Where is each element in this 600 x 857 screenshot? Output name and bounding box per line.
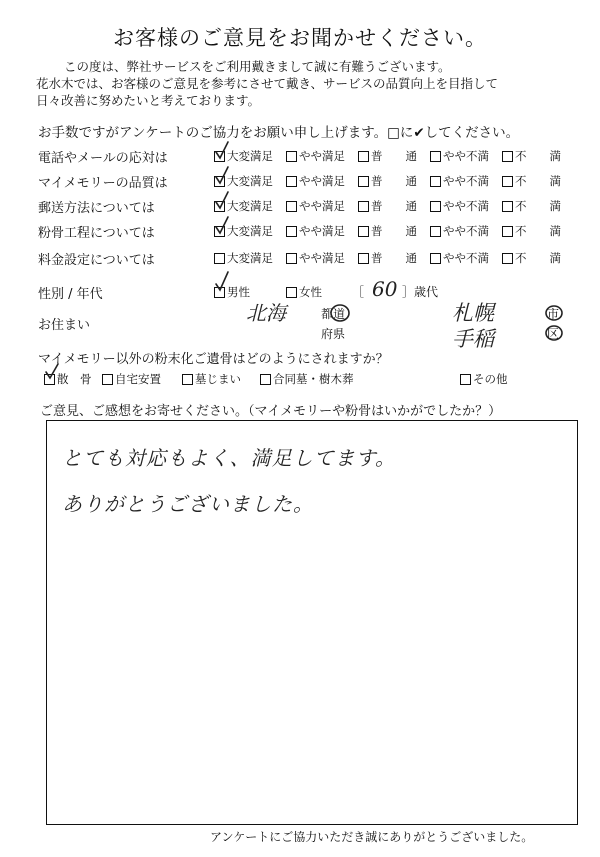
- rating-option-label: 普 通: [371, 224, 417, 238]
- prefecture-suffix-fu-ken: 府県: [321, 327, 346, 341]
- rating-checkbox[interactable]: [214, 151, 225, 162]
- rating-option[interactable]: [430, 198, 489, 214]
- male-label: 男性: [227, 285, 250, 299]
- survey-request: お手数ですがアンケートのご協力をお願い申し上げます。□に✔してください。: [38, 125, 520, 141]
- rating-row-label: 粉骨工程については: [38, 226, 155, 241]
- rating-checkbox[interactable]: [358, 253, 369, 264]
- female-label: 女性: [299, 285, 322, 299]
- rating-option-label: 大変満足: [227, 251, 273, 265]
- disposal-option-other[interactable]: [460, 371, 508, 387]
- rating-checkbox[interactable]: [358, 176, 369, 187]
- form-title: お客様のご意見をお聞かせください。: [113, 26, 487, 50]
- rating-option[interactable]: [214, 223, 273, 239]
- rating-option[interactable]: [286, 223, 345, 239]
- rating-option-label: 大変満足: [227, 224, 273, 238]
- rating-checkbox[interactable]: [430, 253, 441, 264]
- joint-grave-label: 合同墓・樹木葬: [273, 372, 354, 386]
- rating-option-label: 不 満: [515, 174, 561, 188]
- disposal-option-scatter[interactable]: [44, 371, 92, 387]
- other-checkbox[interactable]: [460, 374, 471, 385]
- rating-option-label: 不 満: [515, 251, 561, 265]
- rating-checkbox[interactable]: [286, 176, 297, 187]
- rating-row-label: 料金設定については: [38, 253, 155, 268]
- rating-option[interactable]: [502, 173, 561, 189]
- scatter-label: 散 骨: [57, 372, 92, 386]
- intro-line-3: 日々改善に努めたいと考えております。: [36, 93, 261, 108]
- comment-prompt: ご意見、ご感想をお寄せください。（マイメモリーや粉骨はいかがでしたか？）: [40, 404, 502, 419]
- rating-option[interactable]: [430, 173, 489, 189]
- city-suffix: 市: [547, 307, 560, 321]
- other-label: その他: [473, 372, 508, 386]
- rating-row-label: マイメモリーの品質は: [38, 176, 168, 191]
- rating-option[interactable]: [286, 173, 345, 189]
- age-suffix: ］歳代: [402, 285, 439, 299]
- rating-option[interactable]: [502, 198, 561, 214]
- rating-option-label: 普 通: [371, 149, 417, 163]
- rating-option[interactable]: [358, 173, 417, 189]
- rating-option-label: 大変満足: [227, 149, 273, 163]
- rating-option[interactable]: [358, 198, 417, 214]
- rating-checkbox[interactable]: [430, 226, 441, 237]
- rating-option[interactable]: [286, 148, 345, 164]
- rating-option[interactable]: [214, 148, 273, 164]
- rating-option[interactable]: [358, 148, 417, 164]
- gender-female-option[interactable]: [286, 284, 322, 300]
- disposal-option-joint-grave[interactable]: [260, 371, 354, 387]
- rating-option-label: 普 通: [371, 174, 417, 188]
- male-checkbox[interactable]: [214, 287, 225, 298]
- disposal-option-grave-closure[interactable]: [182, 371, 241, 387]
- gender-male-option[interactable]: [214, 284, 250, 300]
- rating-checkbox[interactable]: [214, 201, 225, 212]
- home-label: 自宅安置: [115, 372, 161, 386]
- rating-option-label: やや不満: [443, 224, 489, 238]
- ward-handwritten[interactable]: 手稲: [452, 327, 494, 351]
- intro-line-2: 花水木では、お客様のご意見を参考にさせて戴き、サービスの品質向上を目指して: [36, 76, 499, 91]
- rating-checkbox[interactable]: [502, 226, 513, 237]
- rating-option[interactable]: [214, 250, 273, 266]
- rating-option[interactable]: [214, 198, 273, 214]
- rating-checkbox[interactable]: [358, 151, 369, 162]
- rating-option-label: やや満足: [299, 199, 345, 213]
- rating-option-label: やや満足: [299, 251, 345, 265]
- rating-row-label: 電話やメールの応対は: [38, 151, 168, 166]
- rating-option[interactable]: [502, 250, 561, 266]
- disposal-option-home[interactable]: [102, 371, 161, 387]
- intro-line-1: この度は、弊社サービスをご利用戴きまして誠に有難うございます。: [64, 59, 451, 74]
- rating-option[interactable]: [430, 250, 489, 266]
- rating-checkbox[interactable]: [358, 226, 369, 237]
- city-handwritten[interactable]: 札幌: [452, 301, 494, 325]
- rating-option-label: 不 満: [515, 224, 561, 238]
- rating-option-label: やや不満: [443, 199, 489, 213]
- age-open-bracket: ［: [352, 285, 365, 299]
- rating-option-label: 不 満: [515, 199, 561, 213]
- comment-line-1: とても対応もよく、満足してます。: [62, 446, 396, 470]
- rating-option-label: やや満足: [299, 149, 345, 163]
- grave-closure-label: 墓じまい: [195, 372, 241, 386]
- rating-option-label: 不 満: [515, 149, 561, 163]
- comment-line-2: ありがとうございました。: [62, 492, 314, 516]
- prefecture-suffix-to-do: 都道: [321, 307, 346, 321]
- grave-closure-checkbox[interactable]: [182, 374, 193, 385]
- rating-option-label: やや不満: [443, 149, 489, 163]
- rating-option[interactable]: [358, 223, 417, 239]
- rating-option-label: 大変満足: [227, 199, 273, 213]
- rating-checkbox[interactable]: [358, 201, 369, 212]
- rating-option-label: 大変満足: [227, 174, 273, 188]
- rating-checkbox[interactable]: [430, 201, 441, 212]
- rating-option[interactable]: [214, 173, 273, 189]
- rating-checkbox[interactable]: [286, 151, 297, 162]
- address-label: お住まい: [38, 318, 91, 333]
- rating-checkbox[interactable]: [502, 201, 513, 212]
- rating-checkbox[interactable]: [430, 151, 441, 162]
- scatter-checkbox[interactable]: [44, 374, 55, 385]
- rating-option[interactable]: [358, 250, 417, 266]
- footer-thanks: アンケートにご協力いただき誠にありがとうございました。: [210, 830, 534, 844]
- rating-checkbox[interactable]: [286, 226, 297, 237]
- rating-checkbox[interactable]: [502, 176, 513, 187]
- rating-row-label: 郵送方法については: [38, 201, 155, 216]
- rating-checkbox[interactable]: [214, 226, 225, 237]
- rating-option-label: やや不満: [443, 174, 489, 188]
- rating-option[interactable]: [502, 148, 561, 164]
- rating-option[interactable]: [502, 223, 561, 239]
- ward-suffix: 区: [547, 327, 560, 341]
- female-checkbox[interactable]: [286, 287, 297, 298]
- disposal-question: マイメモリー以外の粉末化ご遺骨はどのようにされますか？: [38, 352, 389, 367]
- rating-option-label: やや満足: [299, 174, 345, 188]
- rating-option[interactable]: [286, 198, 345, 214]
- rating-checkbox[interactable]: [502, 253, 513, 264]
- rating-checkbox[interactable]: [286, 253, 297, 264]
- rating-checkbox[interactable]: [286, 201, 297, 212]
- gender-age-label: 性別 / 年代: [38, 287, 103, 302]
- joint-grave-checkbox[interactable]: [260, 374, 271, 385]
- rating-option-label: 普 通: [371, 199, 417, 213]
- rating-checkbox[interactable]: [502, 151, 513, 162]
- rating-option-label: 普 通: [371, 251, 417, 265]
- rating-option-label: やや満足: [299, 224, 345, 238]
- rating-option-label: やや不満: [443, 251, 489, 265]
- rating-checkbox[interactable]: [214, 176, 225, 187]
- age-value[interactable]: 60: [372, 277, 398, 301]
- rating-checkbox[interactable]: [430, 176, 441, 187]
- rating-option[interactable]: [286, 250, 345, 266]
- comment-box[interactable]: [46, 420, 578, 825]
- rating-checkbox[interactable]: [214, 253, 225, 264]
- rating-option[interactable]: [430, 223, 489, 239]
- home-checkbox[interactable]: [102, 374, 113, 385]
- rating-option[interactable]: [430, 148, 489, 164]
- prefecture-handwritten[interactable]: 北海: [246, 301, 286, 325]
